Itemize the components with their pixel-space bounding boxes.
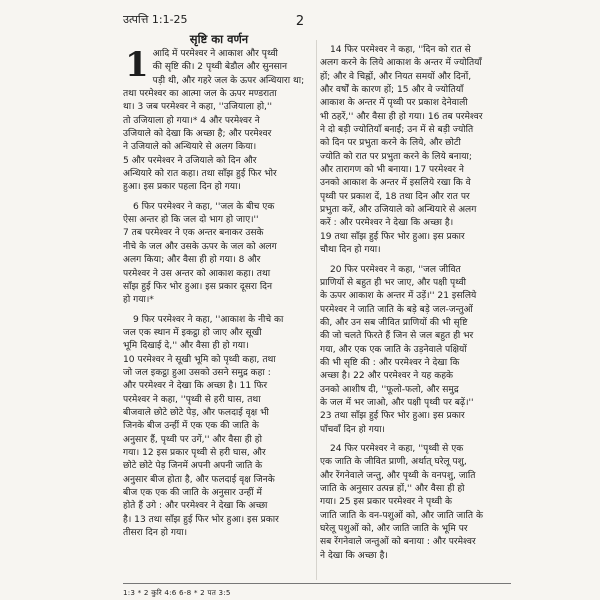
right-paragraph-1 — [320, 44, 511, 258]
text-line: एक जाति के जीवित प्राणी, अर्थात् घरेलू पशु, — [320, 457, 467, 468]
text-line: जो जल इकट्ठा हुआ उसको उसने समुद्र कहा : — [123, 367, 271, 378]
text-line: उजियाले को देखा कि अच्छा है; और परमेश्वर — [123, 129, 272, 140]
text-line: नीचे के जल और उसके ऊपर के जल को अलग — [123, 241, 277, 252]
column-divider — [316, 40, 317, 580]
text-line: भी ठहरें,'' और वैसा ही हो गया। 16 तब परमेश्वर — [320, 111, 483, 122]
text-line: अनुसार हैं, पृथ्वी पर उगें,'' और वैसा ही हो — [123, 434, 262, 445]
text-line: अलग करने के लिये आकाश के अन्तर में ज्योतियाँ — [320, 58, 482, 69]
footnotes: 1:3 * 2 कुरि 4:6 6-8 * 2 पत 3:5 — [123, 588, 231, 597]
text-line: ने उजियाले को अन्धियारे से अलग किया। — [123, 142, 257, 153]
text-line: बीज एक एक की जाति के अनुसार उन्हीं में — [123, 488, 262, 498]
right-paragraph-2 — [320, 264, 511, 437]
text-line: उनको आकाश के अन्तर में इसलिये रखा कि वे — [320, 178, 471, 189]
text-line: हुआ। इस प्रकार पहला दिन हो गया। — [123, 182, 241, 193]
text-line: की जो चलते फिरते हैं जिन से जल बहुत ही भर — [320, 331, 474, 342]
left-paragraph-3 — [123, 314, 315, 541]
text-line: बीजवाले छोटे छोटे पेड़, और फलदाई वृक्ष भी — [123, 407, 269, 418]
text-line: आकाश के अन्तर में पृथ्वी पर प्रकाश देनेवाली — [320, 98, 468, 109]
text-line: घरेलू पशुओं को, और जाति जाति के भूमि पर — [320, 524, 468, 535]
text-line: ज्योति को रात पर प्रभुता करने के लिये बनाया; — [320, 151, 472, 162]
text-line: प्राणियों से बहुत ही भर जाए, और पक्षी पृथ्वी — [320, 277, 467, 288]
text-line: 23 तथा साँझ हुई फिर भोर हुआ। इस प्रकार — [320, 411, 465, 422]
text-line: 14 फिर परमेश्वर ने कहा, ''दिन को रात से — [330, 45, 471, 55]
text-line: 24 फिर परमेश्वर ने कहा, ''पृथ्वी से एक — [330, 443, 464, 454]
text-line: सब रेंगनेवाले जन्तुओं को बनाया : और परमेश्वर — [320, 537, 476, 548]
page-number: 2 — [295, 14, 305, 29]
text-line: 19 तथा साँझ हुई फिर भोर हुआ। इस प्रकार — [320, 231, 465, 242]
text-line: गया। 12 इस प्रकार पृथ्वी से हरी घास, और — [123, 447, 266, 458]
text-line: अच्छा है। 22 और परमेश्वर ने यह कहके — [320, 371, 454, 382]
text-line: और रेंगनेवाले जन्तु, और पृथ्वी के वनपशु, जाति — [320, 470, 476, 481]
drop-cap: 1 — [125, 45, 149, 85]
right-column — [320, 44, 511, 563]
text-line: जाति जाति के वन-पशुओं को, और जाति जाति के — [320, 510, 483, 521]
text-line: अनुसार बीज होता है, और फलदाई वृक्ष जिनके — [123, 474, 275, 485]
text-line: हों; और वे चिह्नों, और नियत समयों और दिनों, — [320, 71, 472, 82]
text-line: के ऊपर आकाश के अन्तर में उड़ें।'' 21 इसलिये — [320, 291, 477, 302]
text-line: भूमि दिखाई दे,'' और वैसा ही हो गया। — [123, 341, 249, 352]
text-line: है। 13 तथा साँझ हुई फिर भोर हुआ। इस प्रकार — [123, 514, 279, 525]
text-line: गया। 25 इस प्रकार परमेश्वर ने पृथ्वी के — [320, 497, 452, 508]
text-line: चौथा दिन हो गया। — [320, 245, 381, 256]
text-line: की, और उन सब जीवित प्राणियों की भी सृष्टि — [320, 317, 468, 328]
text-line: आदि में परमेश्वर ने आकाश और पृथ्वी — [152, 49, 278, 59]
text-line: 6 फिर परमेश्वर ने कहा, ''जल के बीच एक — [133, 201, 275, 212]
footnote-separator — [123, 583, 511, 584]
left-paragraph-2 — [123, 201, 315, 308]
text-line: तो उजियाला हो गया।* 4 और परमेश्वर ने — [123, 115, 260, 126]
text-line: पृथ्वी पर प्रकाश दें, 18 तथा दिन और रात पर — [320, 191, 470, 202]
text-line: ने दो बड़ी ज्योतियाँ बनाईं; उन में से बड़ी ज्योति — [320, 125, 474, 136]
text-line: की भी सृष्टि की : और परमेश्वर ने देखा कि — [320, 357, 460, 368]
section-heading: सृष्टि का वर्णन — [189, 32, 249, 46]
right-paragraph-3 — [320, 443, 511, 563]
text-line: ने देखा कि अच्छा है। — [320, 550, 388, 561]
text-line: को दिन पर प्रभुता करने के लिये, और छोटी — [320, 138, 461, 149]
text-line: जिनके बीज उन्हीं में एक एक की जाति के — [123, 421, 259, 432]
text-line: परमेश्वर ने कहा, ''पृथ्वी से हरी घास, तथा — [123, 394, 261, 405]
text-line: 7 तब परमेश्वर ने एक अन्तर बनाकर उसके — [123, 228, 264, 239]
text-line: साँझ हुई फिर भोर हुआ। इस प्रकार दूसरा दिन — [123, 281, 273, 292]
text-line: छोटे छोटे पेड़ जिनमें अपनी अपनी जाति के — [123, 461, 263, 472]
text-line: अलग किया; और वैसा ही हो गया। 8 और — [123, 255, 261, 266]
text-line: पड़ी थी, और गहरे जल के ऊपर अन्धियारा था; — [152, 75, 305, 86]
text-line: की सृष्टि की। 2 पृथ्वी बेडौल और सुनसान — [152, 62, 288, 73]
text-line: 20 फिर परमेश्वर ने कहा, ''जल जीवित — [330, 264, 461, 275]
text-line: 5 और परमेश्वर ने उजियाले को दिन और — [123, 155, 257, 166]
text-line: था। 3 जब परमेश्वर ने कहा, ''उजियाला हो,'' — [123, 102, 272, 113]
text-line: होते हैं उगे : और परमेश्वर ने देखा कि अच्छा — [123, 501, 268, 512]
text-line: परमेश्वर ने जाति जाति के बड़े बड़े जल-जन्तुओं — [320, 304, 473, 315]
text-line: जल एक स्थान में इकट्ठा हो जाए और सूखी — [123, 327, 262, 338]
text-line: गया, और एक एक जाति के उड़नेवाले पक्षियों — [320, 344, 467, 355]
text-line: तीसरा दिन हो गया। — [123, 528, 188, 539]
text-line: 9 फिर परमेश्वर ने कहा, ''आकाश के नीचे का — [133, 314, 284, 325]
text-line: और परमेश्वर ने देखा कि अच्छा है। 11 फिर — [123, 381, 268, 392]
text-line: ऐसा अन्तर हो कि जल दो भाग हो जाए।'' — [123, 215, 259, 226]
left-paragraph-1 — [123, 75, 315, 195]
chapter-reference: उत्पत्ति 1:1-25 — [123, 13, 188, 26]
left-column — [123, 30, 315, 540]
text-line: के जल में भर जाओ, और पक्षी पृथ्वी पर बढ़ें।'' — [320, 397, 474, 408]
text-line: उनको आशीष दी, ''फूलो-फलो, और समुद्र — [320, 384, 459, 395]
text-line: प्रभुता करें, और उजियाले को अन्धियारे से अलग — [320, 205, 477, 216]
text-line: 10 परमेश्वर ने सूखी भूमि को पृथ्वी कहा, तथा — [123, 354, 276, 365]
text-line: तथा परमेश्वर का आत्मा जल के ऊपर मण्डराता — [123, 89, 277, 100]
text-line: पाँचवाँ दिन हो गया। — [320, 424, 385, 435]
text-line: जाति के अनुसार उत्पन्न हों,'' और वैसा ही हो — [320, 484, 465, 494]
text-line: परमेश्वर ने उस अन्तर को आकाश कहा। तथा — [123, 268, 271, 279]
text-line: करें : और परमेश्वर ने देखा कि अच्छा है। — [320, 218, 454, 229]
text-line: अन्धियारे को रात कहा। तथा साँझ हुई फिर भोर — [123, 169, 277, 180]
text-line: हो गया।* — [123, 295, 154, 306]
text-line: और वर्षों के कारण हों; 15 और वे ज्योतियाँ — [320, 85, 464, 96]
text-line: और तारागण को भी बनाया। 17 परमेश्वर ने — [320, 165, 464, 176]
